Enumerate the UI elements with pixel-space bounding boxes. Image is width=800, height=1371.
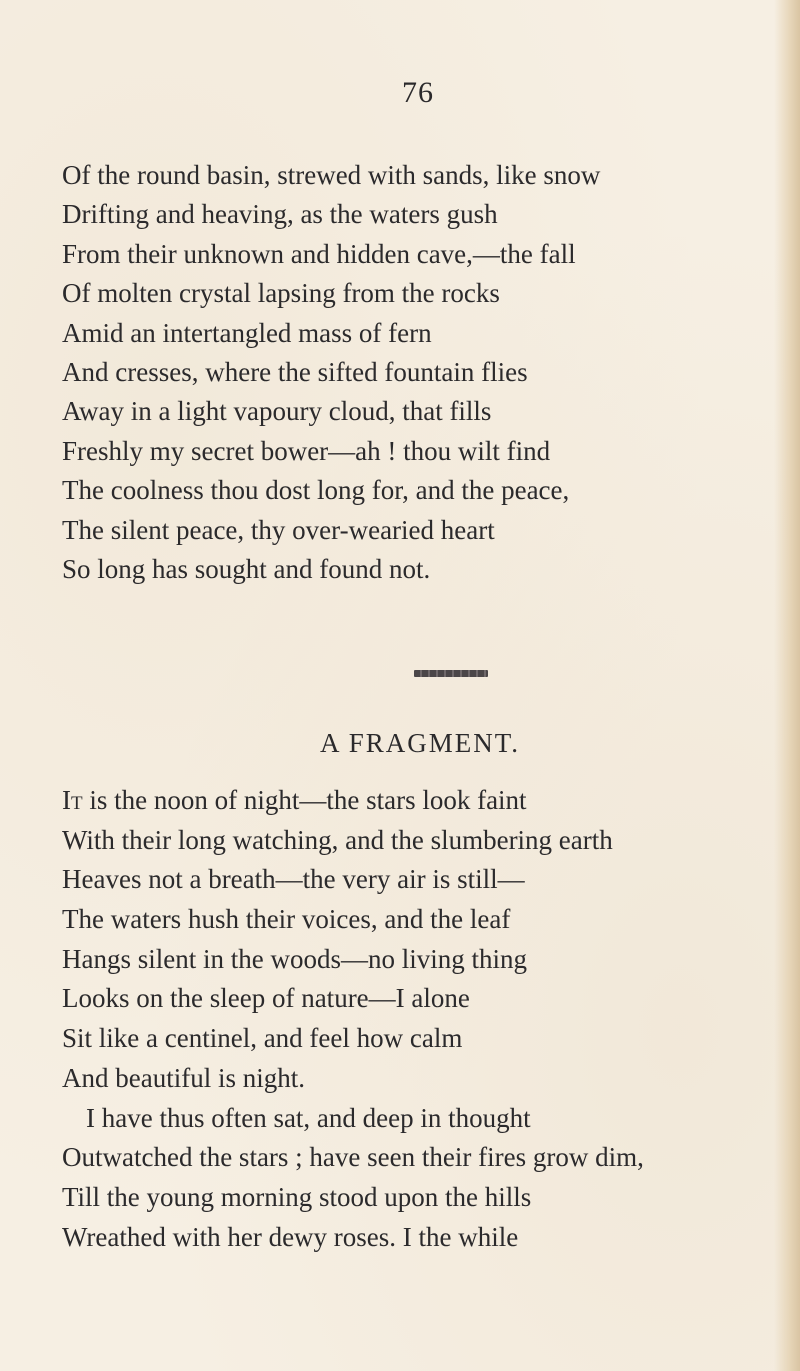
poem-line: And beautiful is night. <box>62 1062 305 1093</box>
first-line-rest: is the noon of night—the stars look faint <box>82 785 527 815</box>
poem-line: I have thus often sat, and deep in thought <box>86 1102 531 1133</box>
poem-line: The waters hush their voices, and the leaf <box>62 904 511 935</box>
poem-line: Till the young morning stood upon the hills <box>62 1181 532 1212</box>
page-number: 76 <box>402 76 434 109</box>
section-divider <box>414 670 488 677</box>
poem-line: Sit like a centinel, and feel how calm <box>62 1023 463 1054</box>
poem-line <box>62 781 782 821</box>
poem-line: Hangs silent in the woods—no living thing <box>62 943 527 974</box>
poem-line: Drifting and heaving, as the waters gush <box>62 199 498 230</box>
poem-line: Of the round basin, strewed with sands, like snow <box>62 160 601 190</box>
poem-continuation <box>62 156 782 589</box>
poem-line: Freshly my secret bower—ah ! thou wilt find <box>62 435 551 466</box>
poem-line: Outwatched the stars ; have seen their fires grow dim, <box>62 1142 644 1173</box>
poem-line: With their long watching, and the slumbering earth <box>62 824 613 855</box>
section-title: A FRAGMENT. <box>319 728 521 758</box>
poem-line: So long has sought and found not. <box>62 553 431 584</box>
poem-line: And cresses, where the sifted fountain flies <box>62 356 528 387</box>
poem-line: From their unknown and hidden cave,—the fall <box>62 238 576 269</box>
poem-line: Heaves not a breath—the very air is still— <box>62 864 525 895</box>
poem-line: Of molten crystal lapsing from the rocks <box>62 278 500 309</box>
poem-line: Looks on the sleep of nature—I alone <box>62 983 470 1014</box>
poem-line: Away in a light vapoury cloud, that fills <box>62 396 492 427</box>
poem-line: Amid an intertangled mass of fern <box>62 317 432 348</box>
poem-line: The coolness thou dost long for, and the peace, <box>62 475 570 506</box>
poem-line: Wreathed with her dewy roses. I the while <box>62 1221 519 1252</box>
poem-line: The silent peace, thy over-wearied heart <box>62 514 495 545</box>
fragment-poem <box>62 781 782 1257</box>
first-word-smallcaps: It <box>62 785 83 815</box>
